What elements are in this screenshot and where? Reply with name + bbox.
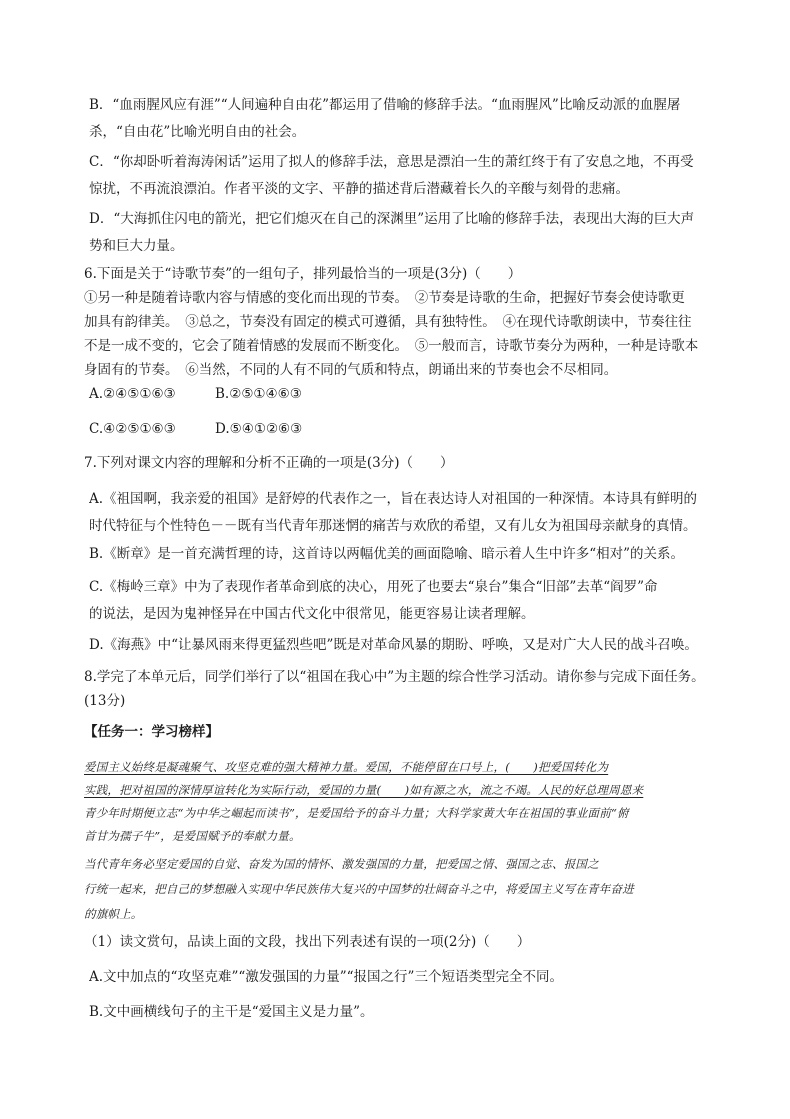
passage1-line1: 爱国主义始终是凝魂聚气、攻坚克难的强大精神力量。爱国，不能停留在口号上，( )把爱国转化为 xyxy=(84,760,609,774)
q7-option-b-line1: B.《断章》是一首充满哲理的诗，这首诗以两幅优美的画面隐喻、暗示着人生中许多“相对”的关系。 xyxy=(89,546,685,562)
q7-option-c-line1: C.《梅岭三章》中为了表现作者革命到底的决心，用死了也要去“泉台”集合“旧部”去革“阎罗”命 xyxy=(89,579,658,595)
q6-body-line3: 不是一成不变的，它会了随着情感的发展而不断变化。 ⑤一般而言，诗歌节奏分为两种，一种是诗歌本 xyxy=(84,338,699,354)
q8-sub1-stem-text: （1）读文赏句，品读上面的文段，找出下列表述有误的一项(2分)（ ） xyxy=(84,934,531,950)
q8-sub1-option-a-text: A.文中加点的“攻坚克难”“激发强国的力量”“报国之行”三个短语类型完全不同。 xyxy=(89,969,563,985)
q6-choices-row2 xyxy=(89,416,729,443)
passage1-line4: 首甘为孺子牛”，是爱国赋予的奉献力量。 xyxy=(84,829,301,843)
passage2-line1: 当代青年务必坚定爱国的自觉、奋发为国的情怀、激发强国的力量，把爱国之情、强国之志、报国之 xyxy=(84,857,599,871)
q5-option-b-line2: 杀，“自由花”比喻光明自由的社会。 xyxy=(89,124,306,140)
q5-option-c-line1: C．“你却卧听着海涛闲话”运用了拟人的修辞手法，意思是漂泊一生的萧红终于有了安息之地，不再受 xyxy=(89,154,694,170)
passage2-line3: 的旗帜上。 xyxy=(84,907,143,921)
task-one-heading-text: 【任务一：学习榜样】 xyxy=(84,724,219,740)
q7-stem-text: 7.下列对课文内容的理解和分析不正确的一项是(3分)（ ） xyxy=(84,455,454,471)
q5-option-b-line1: B．“血雨腥风应有涯”“人间遍种自由花”都运用了借喻的修辞手法。“血雨腥风”比喻反动派的血腥屠 xyxy=(89,97,681,113)
q7-option-a-line2: 时代特征与个性特色－－既有当代青年那迷惘的痛苦与欢欣的希望，又有儿女为祖国母亲献身的真情。 xyxy=(89,518,697,534)
q5-option-b xyxy=(89,92,729,146)
q7-option-d-line1: D.《海燕》中“让暴风雨来得更猛烈些吧”既是对革命风暴的期盼、呼唤，又是对广大人民的战斗召唤。 xyxy=(89,637,698,653)
q8-sub1-option-b xyxy=(89,999,729,1026)
q7-option-d xyxy=(89,632,729,659)
q8-sub1-option-a xyxy=(89,964,729,991)
q7-option-c-line2: 的说法，是因为鬼神怪异在中国古代文化中很常见，能更容易让读者理解。 xyxy=(89,606,535,622)
q8-stem xyxy=(84,665,730,713)
q7-option-b xyxy=(89,541,729,568)
q5-option-d-line2: 势和巨大力量。 xyxy=(89,238,184,254)
q6-stem: 6.下面是关于“诗歌节奏”的一组句子，排列最恰当的一项是(3分)（ ） xyxy=(84,266,522,282)
q6-choice-c: C.④②⑤①⑥③ xyxy=(89,421,176,437)
q6-choice-d: D.⑤④①②⑥③ xyxy=(215,421,303,437)
passage-paragraph-2 xyxy=(84,852,730,927)
q7-option-a-line1: A.《祖国啊，我亲爱的祖国》是舒婷的代表作之一，旨在表达诗人对祖国的一种深情。本诗具有鲜明的 xyxy=(89,491,698,507)
question-6 xyxy=(84,262,730,382)
q5-option-c xyxy=(89,149,729,203)
q8-stem-line1: 8.学完了本单元后，同学们举行了以“祖国在我心中”为主题的综合性学习活动。请你参与完成下面任务。 xyxy=(84,669,705,685)
passage2-line2: 行统一起来，把自己的梦想融入实现中华民族伟大复兴的中国梦的壮阔奋斗之中，将爱国主义写在青年奋进 xyxy=(84,882,634,896)
q6-body-line1: ①另一种是随着诗歌内容与情感的变化而出现的节奏。 ②节奏是诗歌的生命，把握好节奏会使诗歌更 xyxy=(84,290,685,306)
q8-sub1-option-b-text: B.文中画横线句子的主干是“爱国主义是力量”。 xyxy=(89,1004,374,1020)
q7-option-c xyxy=(89,574,729,628)
q6-choice-b: B.②⑤①④⑥③ xyxy=(215,386,302,402)
q6-choice-a: A.②④⑤①⑥③ xyxy=(89,386,176,402)
passage1-line2: 实践，把对祖国的深情厚谊转化为实际行动，爱国的力量( )如有源之水，流之不竭。人民的好总理周恩来 xyxy=(84,783,644,797)
passage1-line3: 青少年时期便立志“为中华之崛起而读书”，是爱国给予的奋斗力量；大科学家黄大年在祖国的事业面前“俯 xyxy=(84,806,629,820)
q5-option-d-line1: D．“大海抓住闪电的箭光，把它们熄灭在自己的深渊里”运用了比喻的修辞手法，表现出大海的巨大声 xyxy=(89,211,695,227)
q6-body-line4: 身固有的节奏。 ⑥当然，不同的人有不同的气质和特点，朗诵出来的节奏也会不尽相同。 xyxy=(84,362,618,378)
q6-body-line2: 加具有韵律美。 ③总之，节奏没有固定的模式可遵循，具有独特性。 ④在现代诗歌朗读中，节奏往往 xyxy=(84,314,692,330)
q5-option-c-line2: 惊扰，不再流浪漂泊。作者平淡的文字、平静的描述背后潜藏着长久的辛酸与刻骨的悲痛。 xyxy=(89,181,629,197)
q6-choices-row1 xyxy=(89,381,729,408)
passage-paragraph-1 xyxy=(84,756,730,848)
q7-option-a xyxy=(89,486,729,540)
q8-sub1-stem xyxy=(84,929,730,956)
q8-stem-line2: (13分) xyxy=(84,693,126,709)
q5-option-d xyxy=(89,206,729,260)
q7-stem xyxy=(84,450,730,477)
task-one-heading xyxy=(84,719,730,746)
